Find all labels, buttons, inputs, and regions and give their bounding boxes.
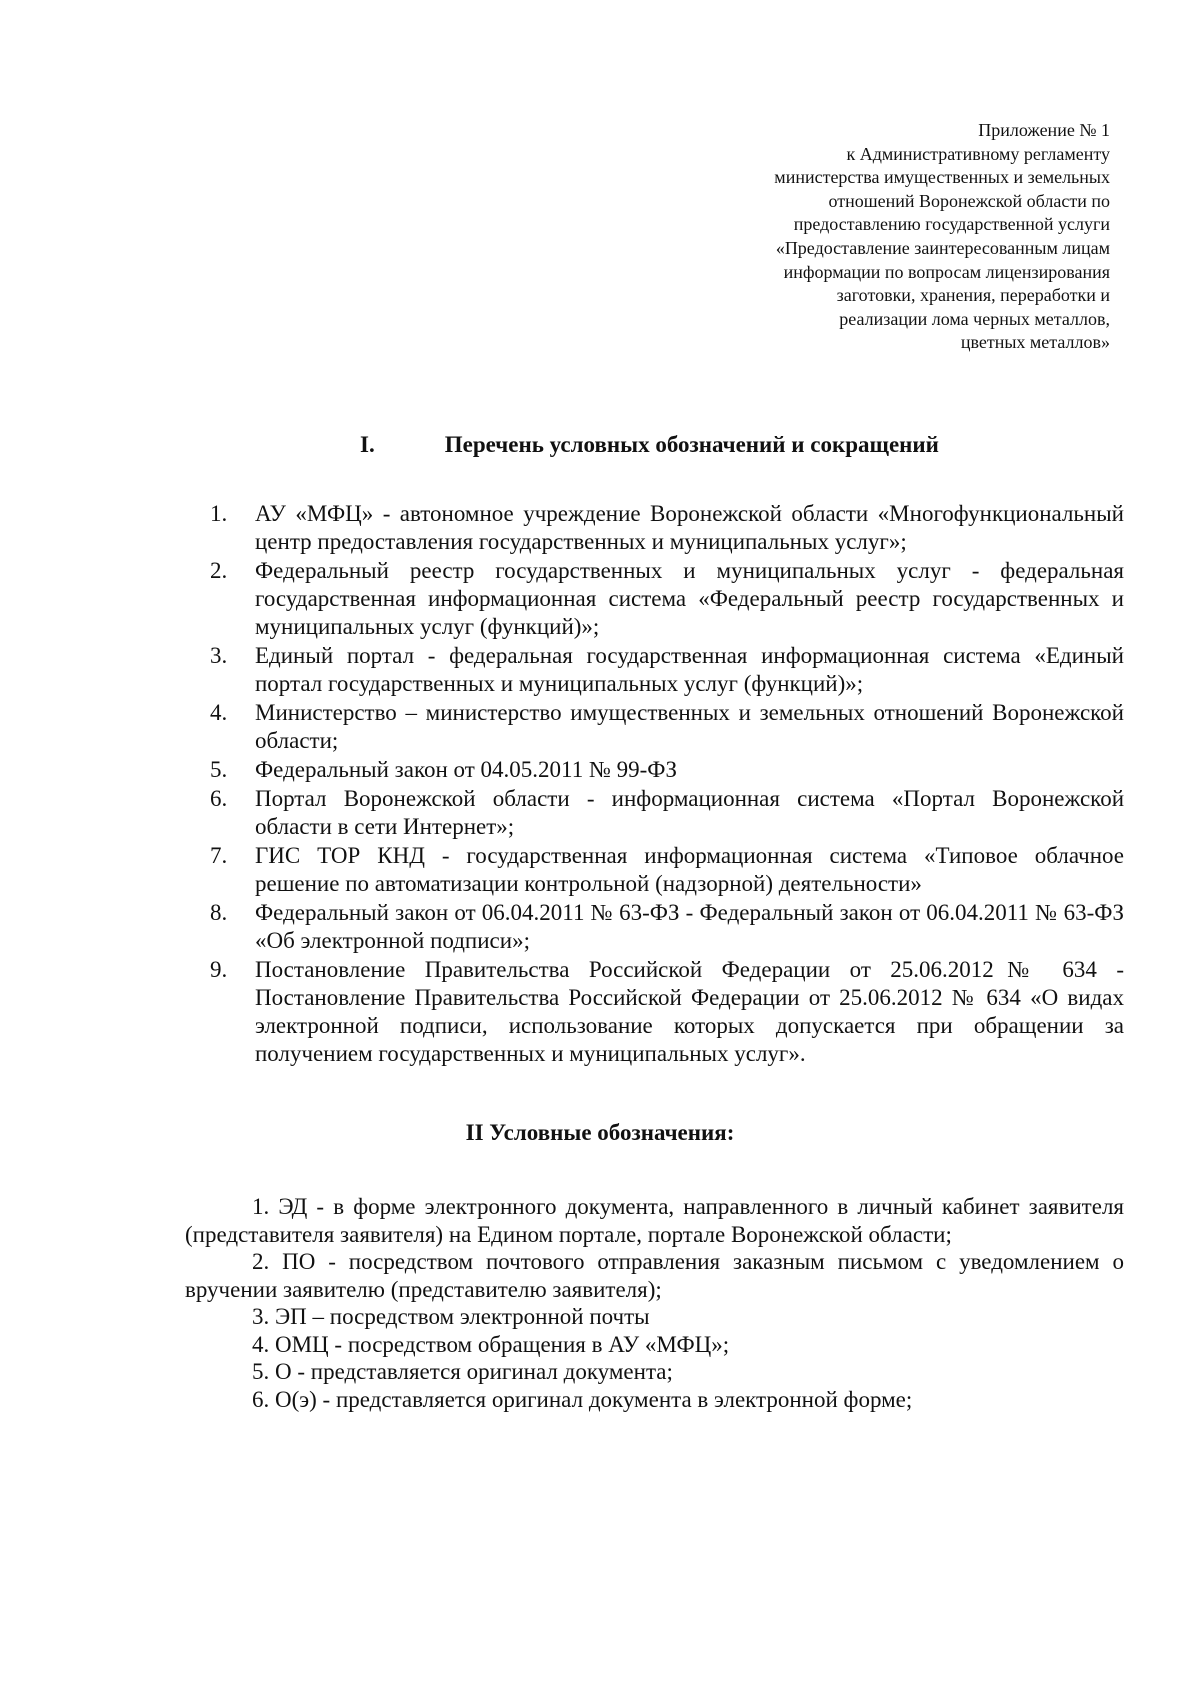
list-item-number: 5. bbox=[210, 757, 228, 782]
header-line: цветных металлов» bbox=[960, 332, 1110, 353]
list-item-text: Министерство – министерство имущественных и земельных отношений Воронежской области; bbox=[255, 700, 1124, 753]
section1-roman-numeral: I. bbox=[360, 432, 375, 457]
notation-item: 6. О(э) - представляется оригинал документа в электронной форме; bbox=[252, 1386, 913, 1412]
notation-item: 5. О - представляется оригинал документа; bbox=[252, 1359, 673, 1384]
list-item-number: 7. bbox=[210, 843, 228, 868]
notation-list bbox=[185, 1193, 1124, 1413]
header-line: Приложение № 1 bbox=[978, 120, 1110, 140]
header-line: информации по вопросам лицензирования bbox=[783, 261, 1110, 282]
list-item-text: Федеральный реестр государственных и муниципальных услуг - федеральная государственная информационная система «Федеральный реестр государственных и муниципальных услуг (функций)»; bbox=[255, 558, 1124, 639]
list-item-text: Федеральный закон от 06.04.2011 № 63-ФЗ - Федеральный закон от 06.04.2011 № 63-ФЗ «Об электронной подписи»; bbox=[255, 900, 1124, 953]
header-line: заготовки, хранения, переработки и bbox=[836, 285, 1110, 306]
list-item-text: АУ «МФЦ» - автономное учреждение Воронежской области «Многофункциональный центр предоставления государственных и муниципальных услуг»; bbox=[255, 501, 1124, 554]
list-item bbox=[210, 899, 1124, 955]
notation-item: 2. ПО - посредством почтового отправления заказным письмом с уведомлением о вручении заявителю (представителю заявителя); bbox=[185, 1249, 1124, 1302]
list-item bbox=[210, 699, 1124, 755]
header-line: реализации лома черных металлов, bbox=[839, 308, 1110, 329]
list-item bbox=[210, 756, 1124, 784]
list-item-number: 9. bbox=[210, 957, 228, 982]
section1-heading: Перечень условных обозначений и сокращений bbox=[444, 432, 939, 457]
list-item-text: Постановление Правительства Российской Федерации от 25.06.2012№ 634 - Постановление Правительства Российской Федерации от 25.06.2012 № 634 «О видах электронной подписи, использование которых допускается при обращении за получением государственных и муниципальных услуг». bbox=[255, 957, 1124, 1066]
list-item-text: ГИС ТОР КНД - государственная информационная система «Типовое облачное решение по автоматизации контрольной (надзорной) деятельности» bbox=[255, 843, 1124, 896]
list-item bbox=[210, 642, 1124, 698]
notation-item: 4. ОМЦ - посредством обращения в АУ «МФЦ»; bbox=[252, 1331, 730, 1357]
list-item-text: Портал Воронежской области - информационная система «Портал Воронежской области в сети Интернет»; bbox=[255, 786, 1124, 839]
list-item-number: 2. bbox=[210, 558, 228, 583]
notation-item: 3. ЭП – посредством электронной почты bbox=[252, 1304, 650, 1329]
header-line: «Предоставление заинтересованным лицам bbox=[775, 237, 1110, 258]
list-item bbox=[210, 842, 1124, 898]
section1-title bbox=[360, 432, 939, 458]
list-item-number: 1. bbox=[210, 501, 228, 526]
appendix-header bbox=[670, 119, 1110, 355]
list-item-text: Федеральный закон от 04.05.2011 № 99-ФЗ bbox=[255, 757, 677, 782]
abbreviations-list bbox=[210, 500, 1124, 1069]
header-line: министерства имущественных и земельных bbox=[774, 167, 1110, 188]
header-line: к Административному регламенту bbox=[846, 143, 1110, 164]
list-item bbox=[210, 557, 1124, 641]
header-line: отношений Воронежской области по bbox=[828, 190, 1110, 211]
notation-item: 1. ЭД - в форме электронного документа, направленного в личный кабинет заявителя (представителя заявителя) на Едином портале, портале Воронежской области; bbox=[185, 1194, 1124, 1247]
list-item bbox=[210, 956, 1124, 1068]
list-item-number: 8. bbox=[210, 900, 228, 925]
list-item bbox=[210, 500, 1124, 556]
section2-title: II Условные обозначения: bbox=[465, 1120, 735, 1145]
list-item bbox=[210, 785, 1124, 841]
header-line: предоставлению государственной услуги bbox=[793, 214, 1110, 235]
list-item-number: 4. bbox=[210, 700, 228, 725]
list-item-text: Единый портал - федеральная государственная информационная система «Единый портал государственных и муниципальных услуг (функций)»; bbox=[255, 643, 1124, 696]
list-item-number: 3. bbox=[210, 643, 228, 668]
list-item-number: 6. bbox=[210, 786, 228, 811]
